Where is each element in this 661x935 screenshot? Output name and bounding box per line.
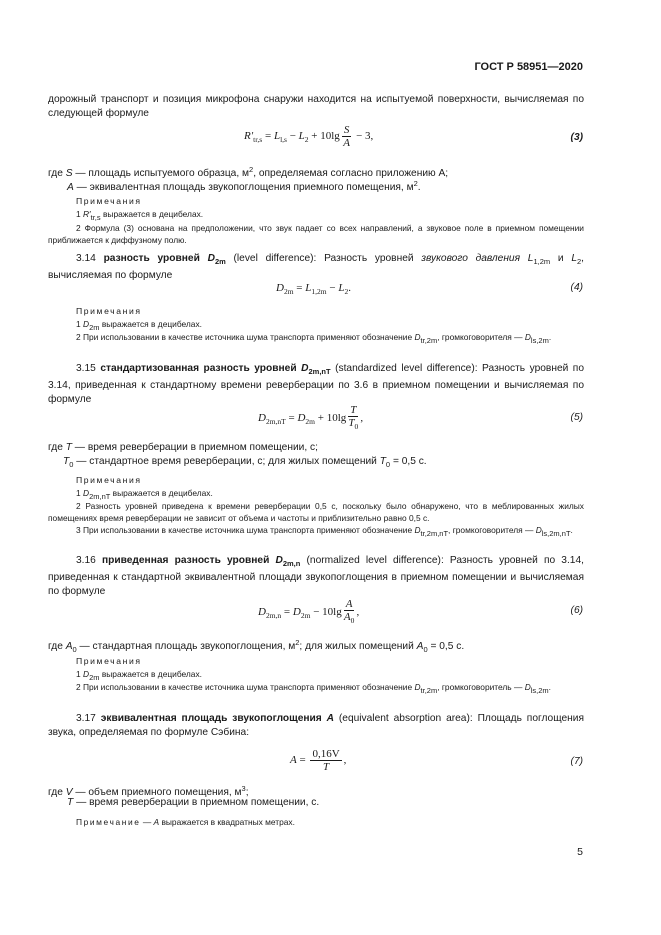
- notes-5-heading: Примечания: [76, 475, 142, 485]
- section-3-17: 3.17 эквивалентная площадь звукопоглощения A (equivalent absorption area): Площадь поглощения звука, определяемая по формуле Сэбина:: [48, 713, 584, 738]
- where-5-line-2: $T_0$ — стандартное время реверберации, с; для жилых помещений $T_0 = 0,5$ с.: [63, 456, 427, 469]
- note-7: Примечание — A выражается в квадратных метрах.: [76, 817, 295, 827]
- section-3-16: 3.16 приведенная разность уровней $D_{2m,n}$ (normalized level difference): Разность уровней по 3.14, приведенная к стандартной эквивалентной площади звукопоглощения в приемном помещении и вычисляемая по формуле: [48, 555, 584, 597]
- formula-7: A = $\frac{0,16V}{T}$ ,: [290, 748, 347, 773]
- formula-6-number: (6): [570, 605, 583, 616]
- formula-4-number: (4): [570, 282, 583, 293]
- section-3-14: 3.14 разность уровней $D_{2m}$ (level difference): Разность уровней звукового давления $L_{1,2m}$ и $L_2$, вычисляемая по формуле: [48, 253, 584, 281]
- where-3-line-1: где S — площадь испытуемого образца, $м^2$, определяемая согласно приложению А;: [48, 165, 449, 179]
- intro-paragraph: дорожный транспорт и позиция микрофона снаружи находится на испытуемой поверхности, вычисляемая по следующей формуле: [48, 94, 584, 119]
- formula-7-number: (7): [570, 756, 583, 767]
- where-3-line-2: A — эквивалентная площадь звукопоглощения приемного помещения, $м^2$.: [67, 179, 421, 193]
- notes-4-item-2: 2 При использовании в качестве источника шума транспорта применяют обозначение Dtr,2m, громкоговорителя — Dls,2m.: [76, 332, 552, 345]
- page-number: 5: [577, 846, 583, 858]
- notes-3-item-2: 2 Формула (3) основана на предположении, что звук падает со всех направлений, а звуковое поле в приемном помещении приближается к диффузному полю.: [48, 223, 584, 245]
- formula-3-number: (3): [570, 132, 583, 143]
- notes-3-item-1: 1 R′tr,s выражается в децибелах.: [76, 209, 204, 222]
- notes-4-item-1: 1 D2m выражается в децибелах.: [76, 319, 202, 332]
- notes-3-heading: Примечания: [76, 196, 142, 206]
- where-7-line-2: T — время реверберации в приемном помещении, с.: [67, 797, 320, 808]
- standard-header: ГОСТ Р 58951—2020: [474, 61, 583, 73]
- formula-6: $D_{2m,n} = D_{2m} - 10\lg$ $\frac{A}{A_0}$ ,: [258, 598, 360, 625]
- formula-5-number: (5): [570, 412, 583, 423]
- formula-3: $R'_{tr,s} = L_{l,s} - L_2 + 10\lg$ $\frac{S}{A}$ − 3,: [244, 124, 374, 149]
- where-7-line-1: где V — объем приемного помещения, $м^3$;: [48, 784, 249, 798]
- notes-5-item-2: 2 Разность уровней приведена к времени реверберации 0,5 с, поскольку было обнаружено, что в меблированных жилых помещениях время реверберации не зависит от объема и частоты и приблизительно равно 0,5 с.: [48, 501, 584, 523]
- notes-6-item-2: 2 При использовании в качестве источника шума транспорта применяют обозначение Dtr,2m, громкоговоритель — Dls,2m.: [76, 682, 551, 695]
- section-3-15: 3.15 стандартизованная разность уровней $D_{2m,nT}$ (standardized level difference): Разность уровней по 3.14, приведенная к стандартному времени реверберации по 3.6 в приемном помещении и вычисляемая по формуле: [48, 363, 584, 405]
- notes-5-item-3: 3 При использовании в качестве источника шума транспорта применяют обозначение Dtr,2m,nT, громкоговорителя — Dls,2m,nT.: [76, 525, 573, 538]
- notes-5-item-1: 1 D2m,nT выражается в децибелах.: [76, 488, 213, 501]
- formula-4: $D_{2m} = L_{1,2m} - L_2$.: [276, 282, 351, 296]
- where-6-line: где $A_0$ — стандартная площадь звукопоглощения, $м^2$; для жилых помещений $A_0 = 0,5$ с.: [48, 638, 465, 654]
- where-5-line-1: где T — время реверберации в приемном помещении, с;: [48, 442, 318, 453]
- notes-6-item-1: 1 D2m выражается в децибелах.: [76, 669, 202, 682]
- formula-5: $D_{2m,nT} = D_{2m} + 10\lg$ $\frac{T}{T_0}$ ,: [258, 404, 364, 431]
- notes-4-heading: Примечания: [76, 306, 142, 316]
- notes-6-heading: Примечания: [76, 656, 142, 666]
